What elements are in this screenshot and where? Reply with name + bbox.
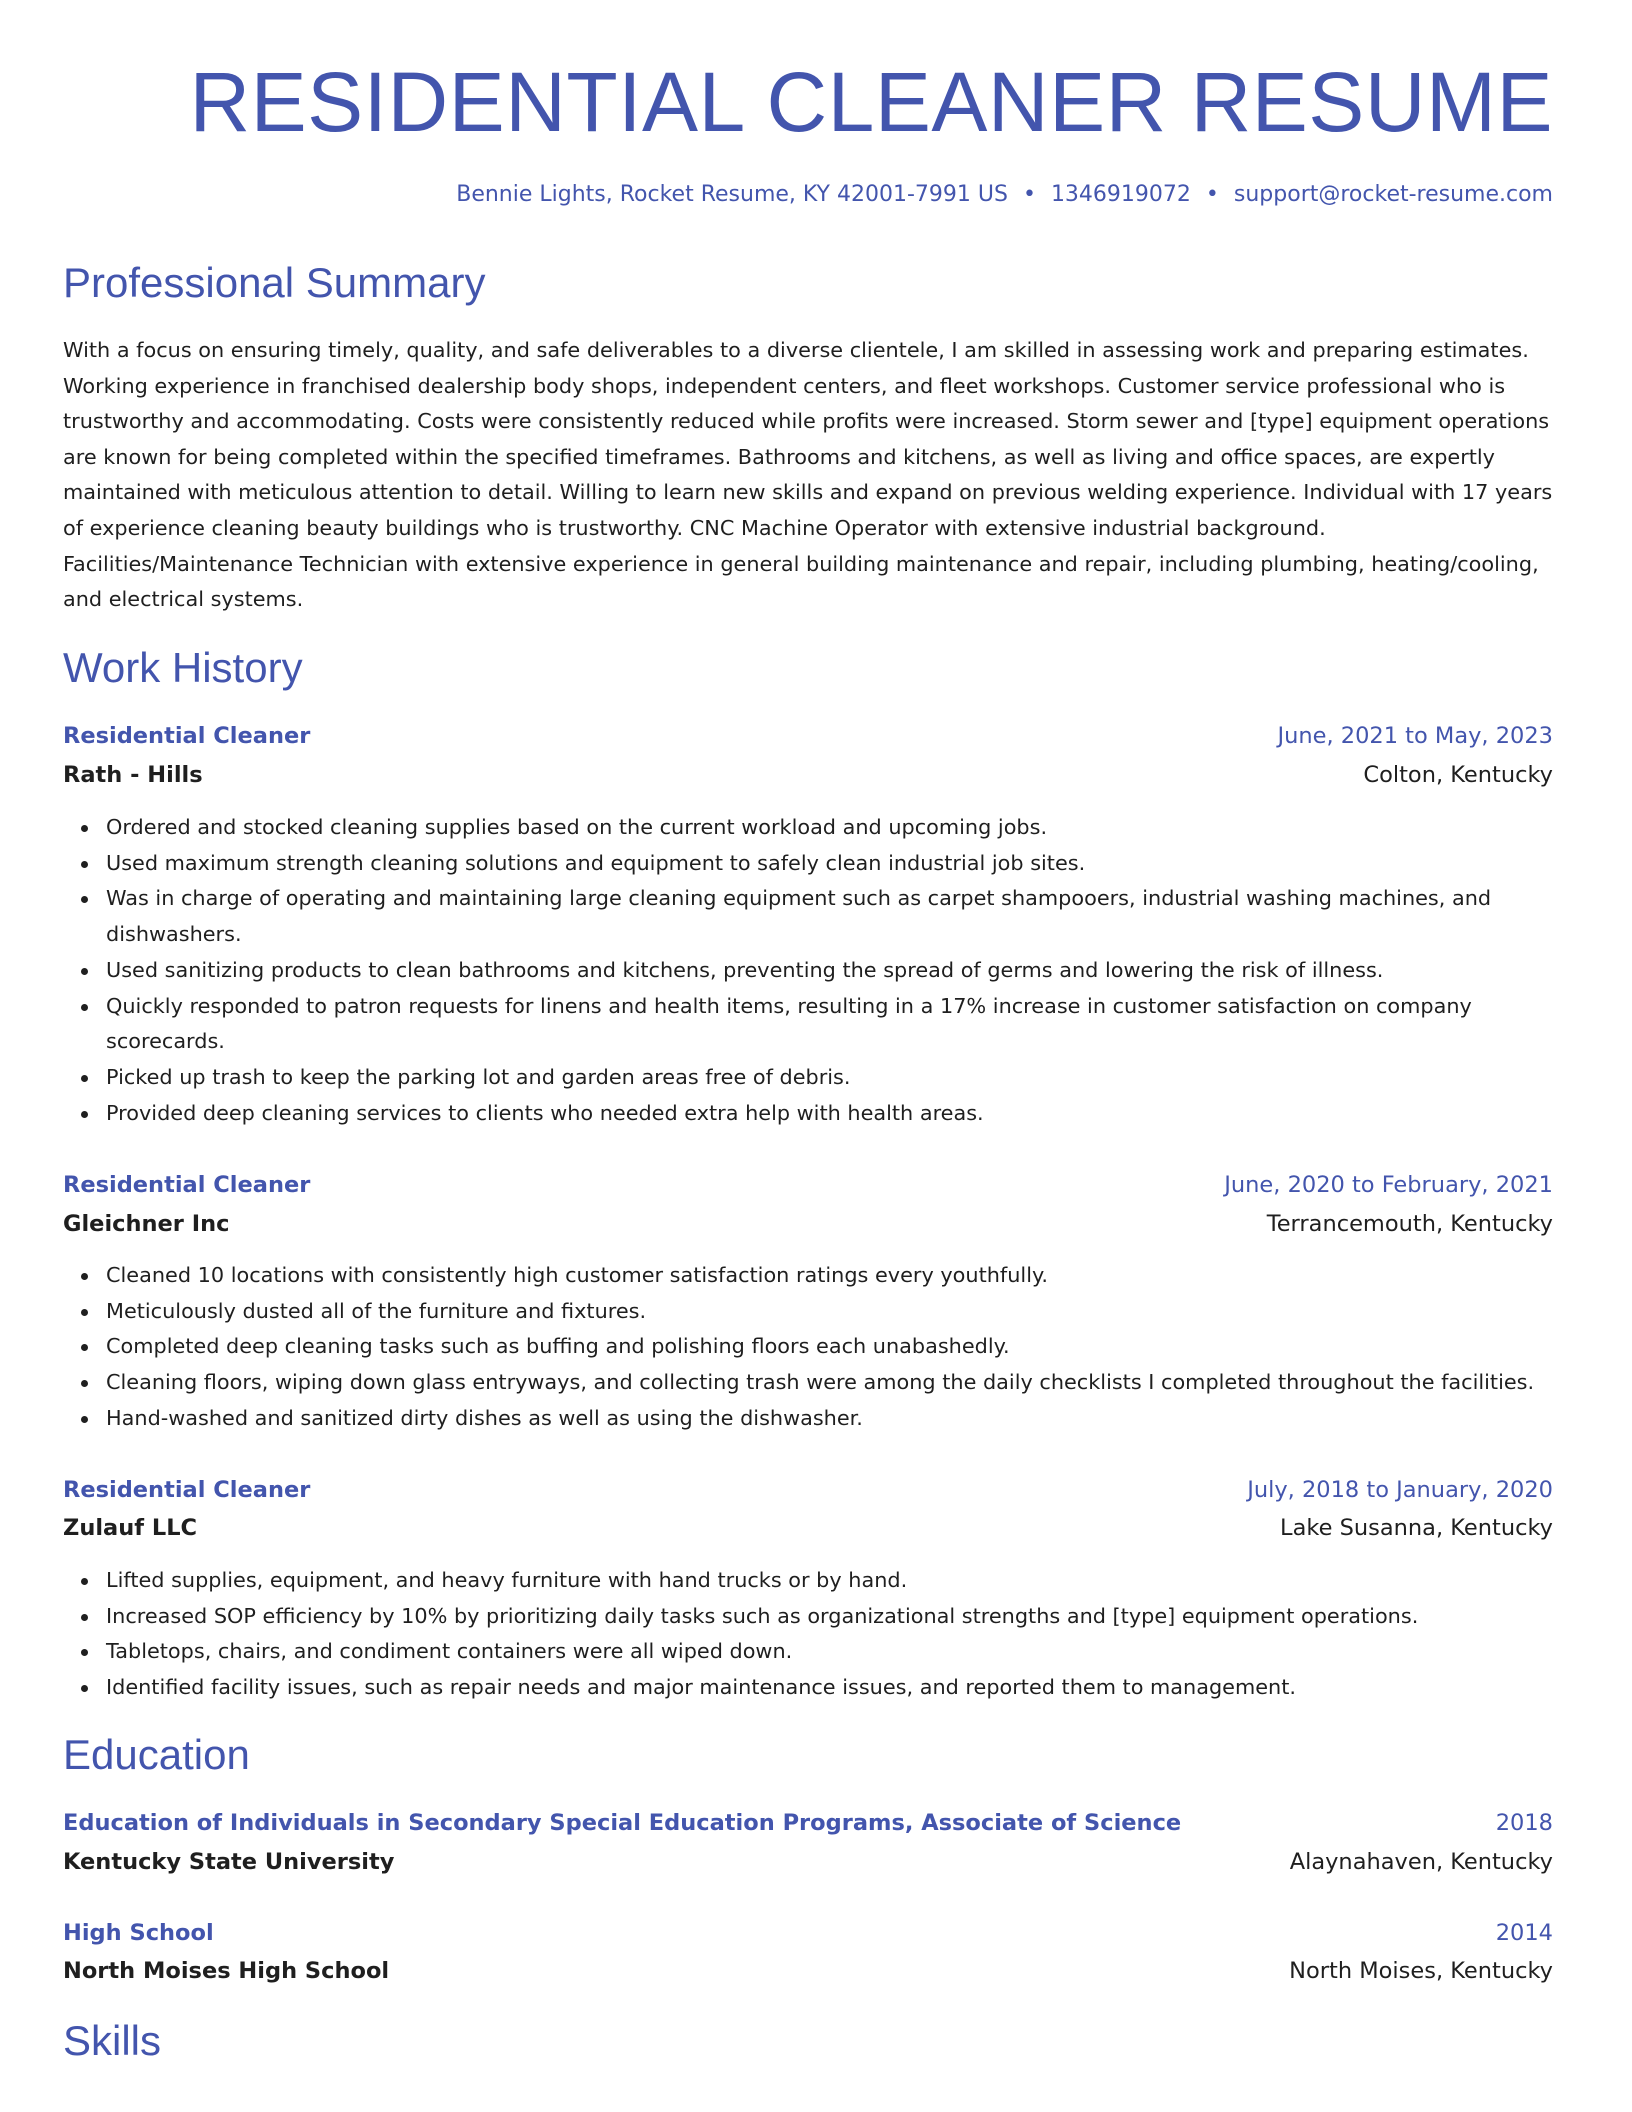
job-title-row bbox=[63, 1167, 1553, 1203]
section-heading-summary: Professional Summary bbox=[63, 259, 486, 306]
section-heading-skills: Skills bbox=[63, 2017, 162, 2064]
job-bullet: Quickly responded to patron requests for linens and health items, resulting in a 17% increase in customer satisfaction on company scorecards. bbox=[106, 989, 1553, 1060]
resume-title: RESIDENTIAL CLEANER RESUME bbox=[189, 55, 1553, 149]
job-location: Lake Susanna, Kentucky bbox=[1280, 1515, 1553, 1541]
education-location: North Moises, Kentucky bbox=[1289, 1958, 1553, 1984]
education-location: Alaynahaven, Kentucky bbox=[1289, 1849, 1553, 1875]
job-bullet: Picked up trash to keep the parking lot and garden areas free of debris. bbox=[106, 1060, 1553, 1096]
job-company-row bbox=[63, 1510, 1553, 1546]
education-year: 2018 bbox=[1495, 1810, 1553, 1836]
job-bullet: Lifted supplies, equipment, and heavy furniture with hand trucks or by hand. bbox=[106, 1563, 1553, 1599]
contact-email[interactable]: support@rocket-resume.com bbox=[1233, 182, 1553, 207]
job-company: Rath - Hills bbox=[63, 762, 203, 788]
job-bullet: Tabletops, chairs, and condiment containers were all wiped down. bbox=[106, 1634, 1553, 1670]
job-title-row bbox=[63, 1472, 1553, 1508]
contact-separator: • bbox=[1205, 182, 1219, 207]
section-heading-education: Education bbox=[63, 1731, 250, 1778]
education-title-row bbox=[63, 1915, 1553, 1951]
contact-line bbox=[456, 180, 1553, 210]
education-degree: Education of Individuals in Secondary Special Education Programs, Associate of Science bbox=[63, 1810, 1182, 1836]
job-dates: July, 2018 to January, 2020 bbox=[1247, 1477, 1553, 1503]
education-school-row bbox=[63, 1844, 1553, 1880]
job-title: Residential Cleaner bbox=[63, 1172, 311, 1198]
summary-text: With a focus on ensuring timely, quality, and safe deliverables to a diverse clientele, I am skilled in assessing work and preparing estimates. Working experience in franchised dealership body shops, independent centers, and fleet workshops. Customer service professional who is trustworthy and accommodating. Costs were consistently reduced while profits were increased. Storm sewer and [type] equipment operations are known for being completed within the specified timeframes. Bathrooms and kitchens, as well as living and office spaces, are expertly maintained with meticulous attention to detail. Willing to learn new skills and expand on previous welding experience. Individual with 17 years of experience cleaning beauty buildings who is trustworthy. CNC Machine Operator with extensive industrial background. Facilities/Maintenance Technician with extensive experience in general building maintenance and repair, including plumbing, heating/cooling, and electrical systems. bbox=[63, 338, 1553, 612]
job-bullet: Increased SOP efficiency by 10% by prioritizing daily tasks such as organizational strengths and [type] equipment operations. bbox=[106, 1599, 1553, 1635]
job-bullet-list bbox=[63, 1563, 1553, 1706]
job-company-row bbox=[63, 757, 1553, 793]
contact-separator: • bbox=[1022, 182, 1036, 207]
job-bullet: Provided deep cleaning services to clients who needed extra help with health areas. bbox=[106, 1096, 1553, 1132]
job-location: Colton, Kentucky bbox=[1363, 762, 1553, 788]
job-bullet-list bbox=[63, 810, 1553, 1131]
education-school: Kentucky State University bbox=[63, 1849, 395, 1875]
education-school: North Moises High School bbox=[63, 1958, 390, 1984]
job-bullet: Was in charge of operating and maintaining large cleaning equipment such as carpet shampooers, industrial washing machines, and dishwashers. bbox=[106, 881, 1553, 952]
job-bullet: Cleaned 10 locations with consistently high customer satisfaction ratings every youthfully. bbox=[106, 1258, 1553, 1294]
education-degree: High School bbox=[63, 1920, 214, 1946]
job-title: Residential Cleaner bbox=[63, 723, 311, 749]
education-year: 2014 bbox=[1495, 1920, 1553, 1946]
section-heading-work-history: Work History bbox=[63, 644, 303, 691]
job-company: Gleichner Inc bbox=[63, 1211, 230, 1237]
job-bullet: Completed deep cleaning tasks such as buffing and polishing floors each unabashedly. bbox=[106, 1329, 1553, 1365]
job-title-row bbox=[63, 718, 1553, 754]
job-company: Zulauf LLC bbox=[63, 1515, 198, 1541]
job-bullet: Ordered and stocked cleaning supplies based on the current workload and upcoming jobs. bbox=[106, 810, 1553, 846]
job-bullet: Used maximum strength cleaning solutions and equipment to safely clean industrial job sites. bbox=[106, 846, 1553, 882]
contact-phone[interactable]: 1346919072 bbox=[1050, 182, 1191, 207]
job-bullet: Identified facility issues, such as repair needs and major maintenance issues, and reported them to management. bbox=[106, 1670, 1553, 1706]
job-bullet: Used sanitizing products to clean bathrooms and kitchens, preventing the spread of germs and lowering the risk of illness. bbox=[106, 953, 1553, 989]
job-bullet: Cleaning floors, wiping down glass entryways, and collecting trash were among the daily checklists I completed throughout the facilities. bbox=[106, 1365, 1553, 1401]
job-company-row bbox=[63, 1206, 1553, 1242]
education-title-row bbox=[63, 1805, 1553, 1841]
job-location: Terrancemouth, Kentucky bbox=[1266, 1211, 1553, 1237]
education-school-row bbox=[63, 1953, 1553, 1989]
job-dates: June, 2021 to May, 2023 bbox=[1277, 723, 1553, 749]
job-bullet: Hand-washed and sanitized dirty dishes as well as using the dishwasher. bbox=[106, 1401, 1553, 1437]
job-title: Residential Cleaner bbox=[63, 1477, 311, 1503]
job-bullet: Meticulously dusted all of the furniture and fixtures. bbox=[106, 1294, 1553, 1330]
job-dates: June, 2020 to February, 2021 bbox=[1224, 1172, 1553, 1198]
contact-address: Bennie Lights, Rocket Resume, KY 42001-7991 US bbox=[456, 182, 1008, 207]
job-bullet-list bbox=[63, 1258, 1553, 1437]
